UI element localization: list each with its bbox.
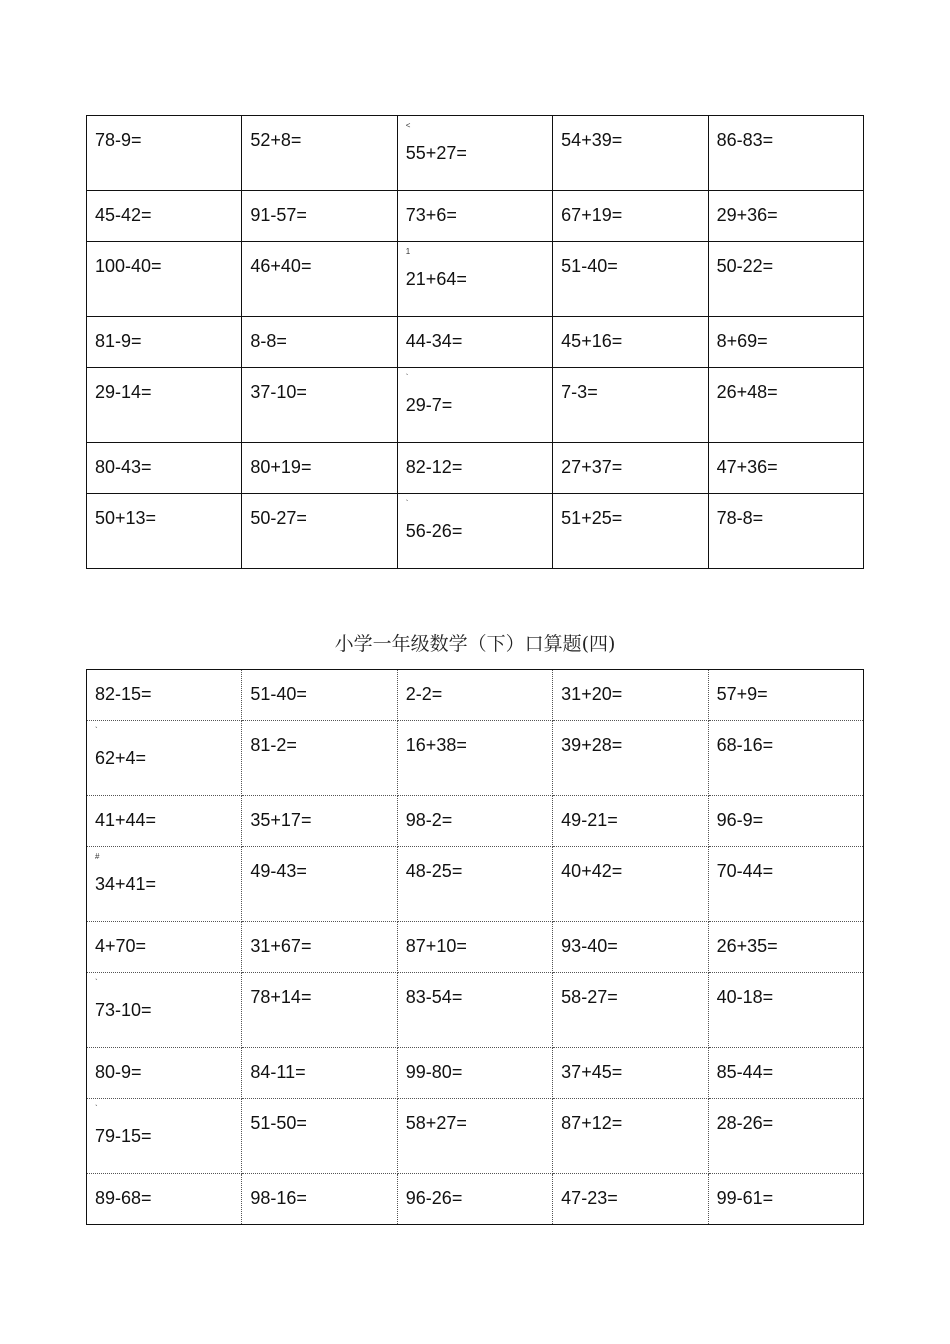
problem-cell: [553, 922, 708, 973]
problem-expression: 51-50=: [250, 1113, 307, 1133]
problem-cell: [242, 973, 397, 1048]
problem-cell: [708, 317, 863, 368]
problem-cell: [242, 670, 397, 721]
problem-expression: 80+19=: [250, 457, 312, 477]
problem-expression: 50+13=: [95, 508, 157, 528]
problem-expression: 46+40=: [250, 256, 312, 276]
problem-expression: 70-44=: [716, 861, 774, 881]
problem-cell: [397, 670, 552, 721]
problem-expression: 40-18=: [716, 987, 774, 1007]
problem-cell: [242, 191, 397, 242]
stray-mark: `: [95, 1104, 98, 1113]
problem-cell: [242, 721, 397, 796]
problem-cell: [242, 242, 397, 317]
table-row: [87, 1099, 864, 1174]
problem-expression: 27+37=: [561, 457, 623, 477]
problem-expression: 82-15=: [95, 684, 152, 704]
problem-expression: 34+41=: [95, 874, 157, 894]
table-row: [87, 443, 864, 494]
problem-cell: [553, 847, 708, 922]
problem-expression: 7-3=: [561, 382, 598, 402]
problem-expression: 68-16=: [716, 735, 774, 755]
problem-expression: 99-80=: [405, 1062, 463, 1082]
problem-cell: [242, 368, 397, 443]
problem-cell: [242, 116, 397, 191]
table-row: [87, 242, 864, 317]
problem-expression: 47-23=: [561, 1188, 618, 1208]
problem-cell: [708, 1174, 863, 1225]
problem-expression: 85-44=: [716, 1062, 774, 1082]
problem-expression: 80-9=: [95, 1062, 142, 1082]
problem-expression: 81-2=: [250, 735, 297, 755]
problem-cell: [397, 973, 552, 1048]
problem-cell: [87, 922, 242, 973]
problem-expression: 35+17=: [250, 810, 312, 830]
problem-expression: 29-7=: [405, 395, 453, 415]
problem-cell: [553, 191, 708, 242]
table-row: [87, 721, 864, 796]
problem-expression: 31+67=: [250, 936, 312, 956]
problem-expression: 78-8=: [716, 508, 764, 528]
problem-cell: [708, 116, 863, 191]
worksheet-table-top: [86, 115, 864, 569]
problem-cell: [242, 847, 397, 922]
problem-expression: 57+9=: [716, 684, 768, 704]
stray-mark: `: [405, 499, 409, 508]
problem-cell: [242, 317, 397, 368]
problem-expression: 45+16=: [561, 331, 623, 351]
problem-expression: 62+4=: [95, 748, 147, 768]
problem-cell: [397, 494, 552, 569]
problem-cell: [553, 1174, 708, 1225]
problem-cell: [553, 317, 708, 368]
problem-cell: [397, 847, 552, 922]
problem-cell: [708, 1048, 863, 1099]
problem-cell: [708, 796, 863, 847]
problem-expression: 56-26=: [405, 521, 463, 541]
stray-mark: 1: [405, 247, 411, 256]
table-row: [87, 1048, 864, 1099]
problem-cell: [87, 847, 242, 922]
table-row: [87, 494, 864, 569]
problem-cell: [397, 1099, 552, 1174]
problem-expression: 37+45=: [561, 1062, 623, 1082]
problem-expression: 45-42=: [95, 205, 152, 225]
problem-cell: [708, 191, 863, 242]
worksheet-table-bottom: [86, 669, 864, 1225]
problem-expression: 67+19=: [561, 205, 623, 225]
problem-expression: 39+28=: [561, 735, 623, 755]
problem-expression: 4+70=: [95, 936, 147, 956]
problem-cell: [87, 1048, 242, 1099]
problem-cell: [87, 494, 242, 569]
problem-expression: 29+36=: [716, 205, 778, 225]
problem-expression: 26+48=: [716, 382, 778, 402]
problem-cell: [397, 242, 552, 317]
problem-expression: 31+20=: [561, 684, 623, 704]
problem-expression: 55+27=: [405, 143, 467, 163]
problem-expression: 82-12=: [405, 457, 463, 477]
problem-cell: [708, 443, 863, 494]
problem-expression: 50-27=: [250, 508, 307, 528]
table-row: [87, 796, 864, 847]
problem-cell: [708, 721, 863, 796]
problem-expression: 37-10=: [250, 382, 307, 402]
problem-cell: [87, 191, 242, 242]
problem-expression: 89-68=: [95, 1188, 152, 1208]
problem-expression: 49-21=: [561, 810, 618, 830]
problem-expression: 98-2=: [405, 810, 453, 830]
problem-expression: 41+44=: [95, 810, 157, 830]
problem-cell: [87, 1174, 242, 1225]
problem-expression: 21+64=: [405, 269, 467, 289]
problem-cell: [87, 1099, 242, 1174]
worksheet-table-top-body: [87, 116, 864, 569]
problem-cell: [708, 847, 863, 922]
problem-expression: 84-11=: [250, 1062, 306, 1082]
problem-cell: [87, 670, 242, 721]
problem-expression: 16+38=: [405, 735, 467, 755]
problem-expression: 44-34=: [405, 331, 463, 351]
table-row: [87, 191, 864, 242]
problem-expression: 96-9=: [716, 810, 764, 830]
stray-mark: `: [405, 373, 409, 382]
problem-expression: 99-61=: [716, 1188, 774, 1208]
problem-expression: 100-40=: [95, 256, 162, 276]
problem-cell: [242, 1174, 397, 1225]
problem-expression: 29-14=: [95, 382, 152, 402]
problem-cell: [397, 191, 552, 242]
problem-expression: 8+69=: [716, 331, 768, 351]
problem-expression: 80-43=: [95, 457, 152, 477]
problem-cell: [553, 116, 708, 191]
problem-cell: [553, 796, 708, 847]
problem-expression: 87+10=: [405, 936, 467, 956]
problem-expression: 51-40=: [561, 256, 618, 276]
problem-expression: 79-15=: [95, 1126, 152, 1146]
stray-mark: #: [95, 852, 100, 861]
problem-cell: [397, 317, 552, 368]
problem-expression: 58-27=: [561, 987, 618, 1007]
problem-cell: [87, 796, 242, 847]
problem-expression: 28-26=: [716, 1113, 774, 1133]
problem-cell: [397, 922, 552, 973]
problem-cell: [708, 242, 863, 317]
problem-cell: [708, 973, 863, 1048]
problem-cell: [397, 721, 552, 796]
table-row: [87, 116, 864, 191]
problem-cell: [87, 443, 242, 494]
problem-expression: 52+8=: [250, 130, 302, 150]
stray-mark: `: [95, 978, 98, 987]
problem-cell: [553, 1099, 708, 1174]
problem-expression: 2-2=: [405, 684, 443, 704]
problem-cell: [397, 796, 552, 847]
problem-expression: 81-9=: [95, 331, 142, 351]
problem-cell: [553, 1048, 708, 1099]
problem-expression: 87+12=: [561, 1113, 623, 1133]
stray-mark: `: [95, 726, 98, 735]
problem-cell: [242, 922, 397, 973]
problem-cell: [397, 1048, 552, 1099]
problem-cell: [242, 494, 397, 569]
problem-expression: 86-83=: [716, 130, 774, 150]
problem-cell: [242, 1048, 397, 1099]
problem-cell: [708, 368, 863, 443]
worksheet-title: 小学一年级数学（下）口算题(四): [334, 633, 616, 655]
problem-expression: 51-40=: [250, 684, 307, 704]
problem-expression: 73+6=: [405, 205, 457, 225]
table-row: [87, 922, 864, 973]
problem-cell: [708, 670, 863, 721]
problem-cell: [708, 494, 863, 569]
problem-expression: 49-43=: [250, 861, 307, 881]
problem-cell: [87, 721, 242, 796]
problem-expression: 48-25=: [405, 861, 463, 881]
problem-cell: [242, 1099, 397, 1174]
problem-expression: 73-10=: [95, 1000, 152, 1020]
table-row: [87, 847, 864, 922]
problem-expression: 8-8=: [250, 331, 287, 351]
problem-cell: [87, 973, 242, 1048]
problem-expression: 78-9=: [95, 130, 142, 150]
problem-cell: [242, 443, 397, 494]
problem-cell: [242, 796, 397, 847]
problem-expression: 51+25=: [561, 508, 623, 528]
table-row: [87, 1174, 864, 1225]
problem-cell: [553, 494, 708, 569]
problem-expression: 83-54=: [405, 987, 463, 1007]
problem-cell: [87, 116, 242, 191]
problem-cell: [708, 1099, 863, 1174]
problem-cell: [553, 443, 708, 494]
problem-cell: [87, 317, 242, 368]
problem-cell: [553, 721, 708, 796]
table-row: [87, 368, 864, 443]
problem-expression: 93-40=: [561, 936, 618, 956]
stray-mark: <: [405, 121, 411, 130]
problem-cell: [708, 922, 863, 973]
problem-cell: [87, 368, 242, 443]
table-row: [87, 973, 864, 1048]
problem-expression: 50-22=: [716, 256, 774, 276]
problem-expression: 54+39=: [561, 130, 623, 150]
problem-cell: [553, 973, 708, 1048]
problem-expression: 98-16=: [250, 1188, 307, 1208]
problem-cell: [553, 670, 708, 721]
problem-expression: 47+36=: [716, 457, 778, 477]
table-row: [87, 317, 864, 368]
problem-cell: [397, 116, 552, 191]
problem-cell: [397, 368, 552, 443]
problem-expression: 96-26=: [405, 1188, 463, 1208]
worksheet-table-bottom-body: [87, 670, 864, 1225]
problem-expression: 91-57=: [250, 205, 307, 225]
problem-cell: [397, 443, 552, 494]
problem-expression: 40+42=: [561, 861, 623, 881]
problem-cell: [87, 242, 242, 317]
problem-expression: 26+35=: [716, 936, 778, 956]
problem-cell: [397, 1174, 552, 1225]
problem-cell: [553, 242, 708, 317]
problem-expression: 78+14=: [250, 987, 312, 1007]
table-row: [87, 670, 864, 721]
problem-expression: 58+27=: [405, 1113, 467, 1133]
problem-cell: [553, 368, 708, 443]
